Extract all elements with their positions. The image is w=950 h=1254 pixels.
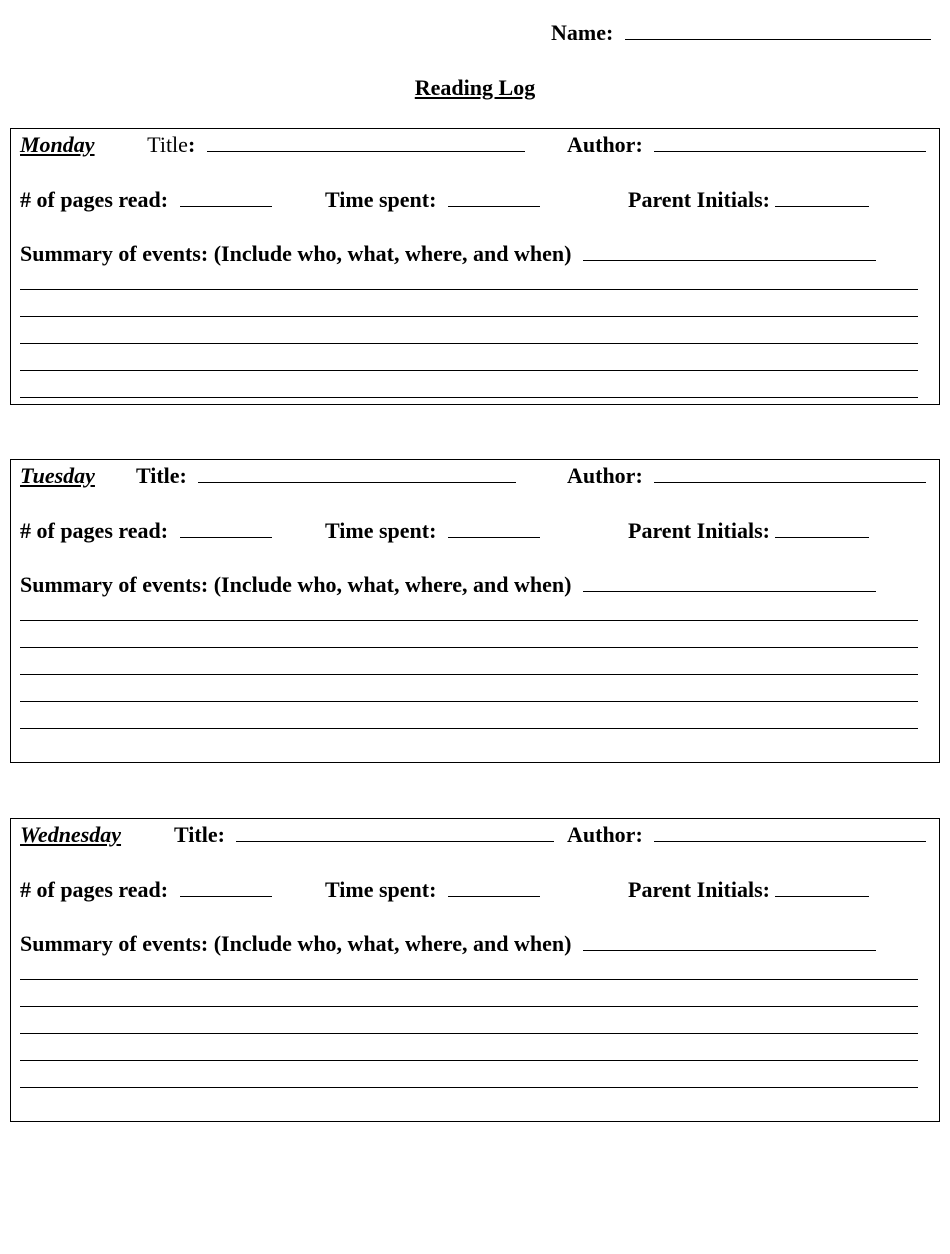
summary-line[interactable] bbox=[20, 289, 918, 290]
day-label: Tuesday bbox=[20, 463, 95, 488]
title-input-line[interactable] bbox=[198, 481, 516, 483]
summary-line[interactable] bbox=[20, 397, 918, 398]
summary-input-line[interactable] bbox=[583, 590, 876, 592]
day-label: Wednesday bbox=[20, 822, 122, 847]
pages-label: # of pages read: bbox=[20, 518, 169, 543]
initials-field bbox=[628, 187, 869, 213]
title-label: Title: bbox=[135, 463, 187, 488]
author-field bbox=[567, 132, 926, 158]
pages-label: # of pages read: bbox=[20, 877, 169, 902]
title-author-row bbox=[20, 132, 525, 158]
pages-input-line[interactable] bbox=[180, 205, 272, 207]
title-author-row bbox=[20, 822, 554, 848]
name-field-row bbox=[551, 20, 931, 46]
time-label: Time spent: bbox=[325, 518, 437, 543]
page-title: Reading Log bbox=[414, 75, 536, 100]
author-label: Author: bbox=[567, 822, 643, 847]
pages-field bbox=[20, 877, 272, 903]
title-input-line[interactable] bbox=[236, 840, 554, 842]
time-label: Time spent: bbox=[325, 877, 437, 902]
time-field bbox=[325, 187, 540, 213]
pages-field bbox=[20, 187, 272, 213]
entry-tuesday bbox=[10, 459, 940, 763]
time-field bbox=[325, 518, 540, 544]
name-label: Name: bbox=[551, 20, 614, 45]
summary-line[interactable] bbox=[20, 674, 918, 675]
summary-line[interactable] bbox=[20, 343, 918, 344]
author-field bbox=[567, 463, 926, 489]
title-author-row bbox=[20, 463, 516, 489]
summary-line[interactable] bbox=[20, 620, 918, 621]
title-input-line[interactable] bbox=[207, 150, 525, 152]
summary-field bbox=[20, 572, 876, 598]
author-label: Author: bbox=[567, 132, 643, 157]
initials-label: Parent Initials: bbox=[628, 877, 770, 902]
initials-input-line[interactable] bbox=[775, 536, 869, 538]
summary-line[interactable] bbox=[20, 1006, 918, 1007]
entry-monday bbox=[10, 128, 940, 405]
name-input-line[interactable] bbox=[625, 38, 931, 40]
summary-line[interactable] bbox=[20, 647, 918, 648]
summary-input-line[interactable] bbox=[583, 259, 876, 261]
author-input-line[interactable] bbox=[654, 481, 926, 483]
author-input-line[interactable] bbox=[654, 150, 926, 152]
summary-input-line[interactable] bbox=[583, 949, 876, 951]
summary-label: Summary of events: (Include who, what, where, and when) bbox=[20, 931, 572, 956]
pages-label: # of pages read: bbox=[20, 187, 169, 212]
initials-field bbox=[628, 518, 869, 544]
initials-input-line[interactable] bbox=[775, 895, 869, 897]
time-input-line[interactable] bbox=[448, 205, 540, 207]
author-input-line[interactable] bbox=[654, 840, 926, 842]
title-label: Title: bbox=[174, 822, 225, 847]
summary-line[interactable] bbox=[20, 1087, 918, 1088]
summary-line[interactable] bbox=[20, 701, 918, 702]
author-field bbox=[567, 822, 926, 848]
initials-field bbox=[628, 877, 869, 903]
summary-label: Summary of events: (Include who, what, where, and when) bbox=[20, 572, 572, 597]
summary-line[interactable] bbox=[20, 1033, 918, 1034]
summary-line[interactable] bbox=[20, 316, 918, 317]
pages-field bbox=[20, 518, 272, 544]
author-label: Author: bbox=[567, 463, 643, 488]
time-input-line[interactable] bbox=[448, 536, 540, 538]
summary-label: Summary of events: (Include who, what, where, and when) bbox=[20, 241, 572, 266]
entry-wednesday bbox=[10, 818, 940, 1122]
summary-line[interactable] bbox=[20, 979, 918, 980]
initials-input-line[interactable] bbox=[775, 205, 869, 207]
summary-field bbox=[20, 931, 876, 957]
initials-label: Parent Initials: bbox=[628, 187, 770, 212]
initials-label: Parent Initials: bbox=[628, 518, 770, 543]
summary-line[interactable] bbox=[20, 1060, 918, 1061]
title-label: Title: bbox=[147, 132, 196, 157]
summary-line[interactable] bbox=[20, 370, 918, 371]
pages-input-line[interactable] bbox=[180, 895, 272, 897]
time-label: Time spent: bbox=[325, 187, 437, 212]
day-label: Monday bbox=[20, 132, 95, 157]
time-input-line[interactable] bbox=[448, 895, 540, 897]
summary-line[interactable] bbox=[20, 728, 918, 729]
time-field bbox=[325, 877, 540, 903]
summary-field bbox=[20, 241, 876, 267]
pages-input-line[interactable] bbox=[180, 536, 272, 538]
